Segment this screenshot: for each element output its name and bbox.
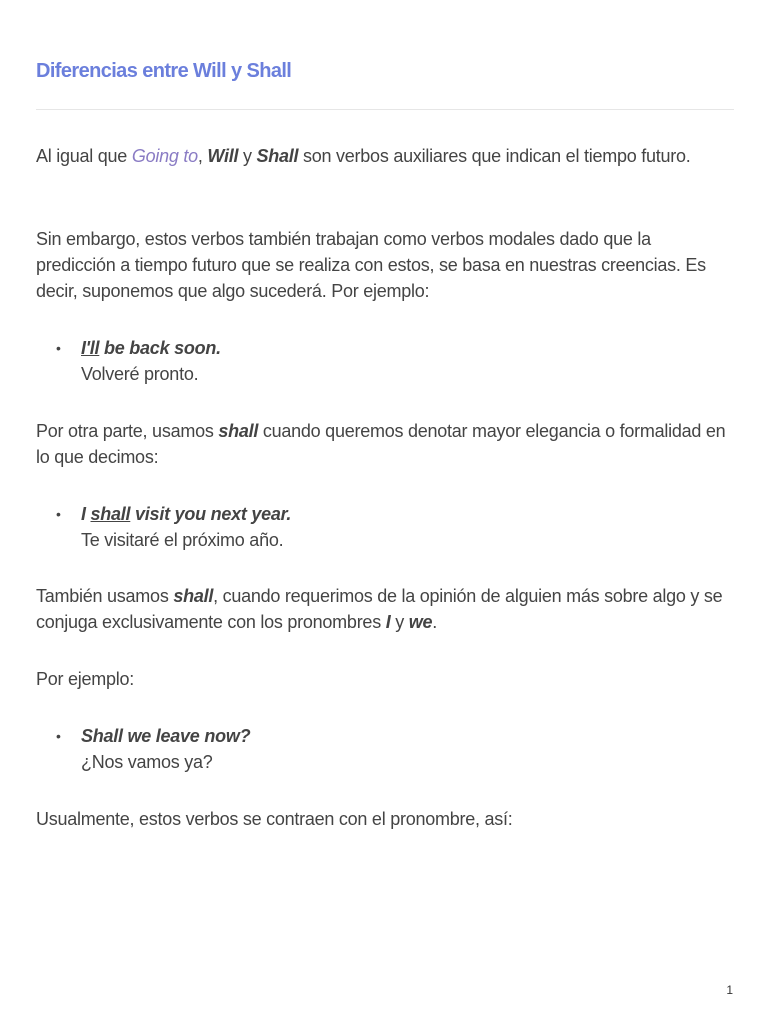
formality-text-end: cuando queremos denotar mayor elegancia o formalidad en lo que decimos: bbox=[36, 421, 726, 467]
example-english-rest: be back soon. bbox=[99, 338, 221, 358]
going-to-term: Going to bbox=[131, 146, 198, 166]
shall-term: Shall bbox=[256, 146, 299, 166]
title-divider bbox=[36, 109, 734, 110]
pronoun-we: we bbox=[408, 612, 433, 632]
document-title: Diferencias entre Will y Shall bbox=[36, 60, 292, 82]
intro-text: Al igual que bbox=[36, 146, 132, 166]
example-spanish: Volveré pronto. bbox=[81, 364, 199, 384]
bullet-marker: • bbox=[56, 728, 61, 744]
example-english-start: I bbox=[81, 504, 91, 524]
example-english: Shall we leave now? bbox=[81, 726, 251, 746]
shall-term: shall bbox=[90, 504, 131, 524]
example-content bbox=[81, 723, 721, 775]
example-spanish: ¿Nos vamos ya? bbox=[81, 752, 213, 772]
example-english bbox=[81, 501, 721, 527]
bullet-marker: • bbox=[56, 340, 61, 356]
shall-term: shall bbox=[218, 421, 259, 441]
intro-conjunction: y bbox=[238, 146, 257, 166]
example-english-rest: visit you next year. bbox=[130, 504, 292, 524]
paragraph-intro bbox=[36, 143, 734, 169]
intro-text-end: son verbos auxiliares que indican el tiempo futuro. bbox=[298, 146, 691, 166]
paragraph-formality bbox=[36, 418, 734, 470]
opinion-text-end: . bbox=[432, 612, 438, 632]
page-number: 1 bbox=[726, 983, 733, 997]
shall-term: shall bbox=[173, 586, 214, 606]
example-english bbox=[81, 335, 721, 361]
will-term: Will bbox=[207, 146, 239, 166]
paragraph-modal-verbs: Sin embargo, estos verbos también trabajan como verbos modales dado que la predicción a tiempo futuro que se realiza con estos, se basa en nuestras creencias. Es decir, suponemos que algo sucederá. Por ejemplo: bbox=[36, 229, 706, 301]
contraction-term: I'll bbox=[81, 338, 100, 358]
pronoun-i: I bbox=[385, 612, 391, 632]
paragraph-contractions: Usualmente, estos verbos se contraen con el pronombre, así: bbox=[36, 809, 513, 829]
bullet-marker: • bbox=[56, 506, 61, 522]
example-content bbox=[81, 501, 721, 553]
document-page bbox=[36, 0, 734, 1024]
paragraph-example-intro: Por ejemplo: bbox=[36, 669, 135, 689]
example-content bbox=[81, 335, 721, 387]
intro-separator: , bbox=[197, 146, 208, 166]
opinion-conjunction: y bbox=[390, 612, 409, 632]
example-spanish: Te visitaré el próximo año. bbox=[81, 530, 284, 550]
paragraph-opinion bbox=[36, 583, 734, 635]
opinion-text-middle: , cuando requerimos de la opinión de alguien más sobre algo y se conjuga exclusivamente con los pronombres bbox=[36, 586, 723, 632]
opinion-text: También usamos bbox=[36, 586, 174, 606]
formality-text: Por otra parte, usamos bbox=[36, 421, 219, 441]
